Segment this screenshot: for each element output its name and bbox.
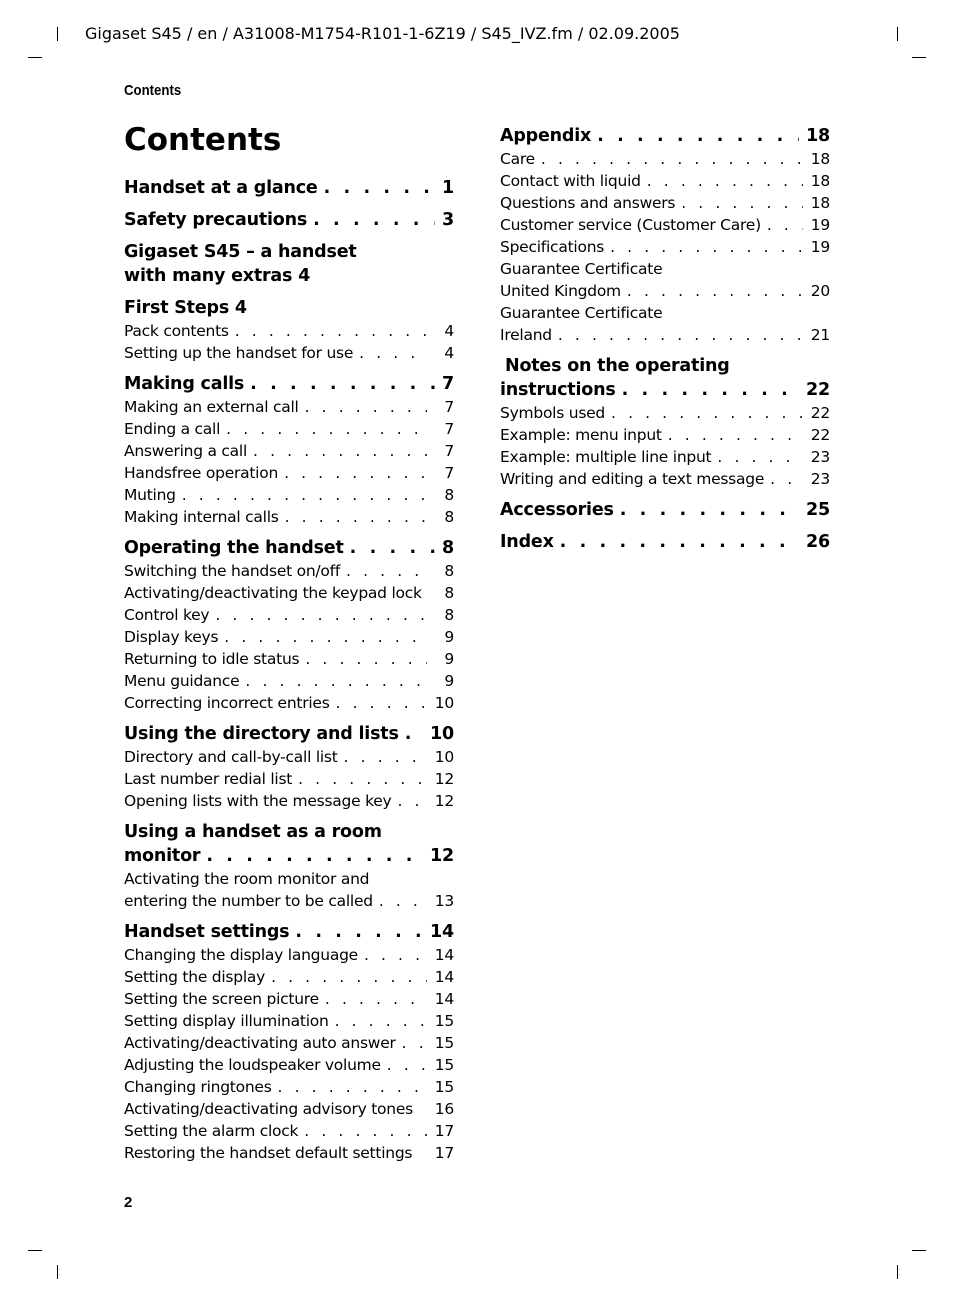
toc-heading[interactable]: Safety precautions . . . 3	[124, 208, 454, 232]
toc-entry[interactable]: Setting the screen picture . . . 14	[124, 988, 454, 1010]
toc-entry[interactable]: Changing the display language . . . 14	[124, 944, 454, 966]
toc-entry[interactable]: Muting . . . 8	[124, 484, 454, 506]
running-head: Contents	[124, 82, 182, 99]
toc-heading[interactable]: Accessories . . . 25	[500, 498, 830, 522]
toc-entry[interactable]: Opening lists with the message key . . . 12	[124, 790, 454, 812]
toc-entry[interactable]: Ending a call . . . 7	[124, 418, 454, 440]
toc-entry[interactable]: Activating/deactivating auto answer . . . 15	[124, 1032, 454, 1054]
toc-section-making-calls	[124, 372, 454, 528]
toc-entry[interactable]: Making internal calls . . . 8	[124, 506, 454, 528]
toc-section-appendix	[500, 124, 830, 346]
toc-entry[interactable]: Care . . . 18	[500, 148, 830, 170]
crop-mark	[912, 57, 926, 58]
crop-mark	[28, 1250, 42, 1251]
toc-entry[interactable]: Guarantee Certificate United Kingdom . . . 20	[500, 258, 830, 302]
toc-entry[interactable]: Correcting incorrect entries . . . 10	[124, 692, 454, 714]
crop-mark	[28, 57, 42, 58]
toc-entry[interactable]: Activating/deactivating the keypad lock 8	[124, 584, 454, 602]
toc-entry[interactable]: Symbols used . . . 22	[500, 402, 830, 424]
page-title: Contents	[124, 122, 282, 158]
toc-heading[interactable]: Handset at a glance . . . 1	[124, 176, 454, 200]
toc-entry[interactable]: Menu guidance . . . 9	[124, 670, 454, 692]
crop-mark	[912, 1250, 926, 1251]
toc-entry[interactable]: Switching the handset on/off . . . 8	[124, 560, 454, 582]
page-number: 2	[124, 1194, 133, 1211]
toc-entry[interactable]: Returning to idle status . . . 9	[124, 648, 454, 670]
toc-heading[interactable]: Appendix . . . 18	[500, 124, 830, 148]
toc-section-directory	[124, 722, 454, 812]
toc-entry[interactable]: Setting the display . . . 14	[124, 966, 454, 988]
toc-section-index	[500, 530, 830, 554]
toc-entry[interactable]: Writing and editing a text message . . . 23	[500, 468, 830, 490]
toc-section-glance	[124, 176, 454, 200]
toc-heading[interactable]: Gigaset S45 – a handset with many extras 4	[124, 242, 357, 286]
toc-entry[interactable]: Changing ringtones . . . 15	[124, 1076, 454, 1098]
toc-entry[interactable]: Customer service (Customer Care) . . . 19	[500, 214, 830, 236]
toc-entry[interactable]: Handsfree operation . . . 7	[124, 462, 454, 484]
toc-section-operating	[124, 536, 454, 714]
toc-entry[interactable]: Display keys . . . 9	[124, 626, 454, 648]
toc-heading[interactable]: Operating the handset . . . 8	[124, 536, 454, 560]
toc-heading[interactable]: Using a handset as a room monitor . . . 12	[124, 820, 454, 868]
toc-heading[interactable]: Using the directory and lists . . . 10	[124, 722, 454, 746]
toc-section-settings	[124, 920, 454, 1164]
toc-heading[interactable]: Handset settings . . . 14	[124, 920, 454, 944]
toc-heading[interactable]: Making calls . . . 7	[124, 372, 454, 396]
toc-section-notes	[500, 354, 830, 490]
toc-entry[interactable]: Pack contents . . . 4	[124, 320, 454, 342]
toc-entry[interactable]: Restoring the handset default settings 17	[124, 1144, 454, 1162]
file-header: Gigaset S45 / en / A31008-M1754-R101-1-6Z19 / S45_IVZ.fm / 02.09.2005	[85, 24, 680, 43]
crop-mark	[897, 27, 898, 41]
toc-entry[interactable]: Guarantee Certificate Ireland . . . 21	[500, 302, 830, 346]
toc-entry[interactable]: Contact with liquid . . . 18	[500, 170, 830, 192]
crop-mark	[57, 27, 58, 41]
toc-section-first-steps	[124, 296, 454, 364]
toc-entry[interactable]: Activating/deactivating advisory tones 16	[124, 1100, 454, 1118]
crop-mark	[57, 1265, 58, 1279]
toc-entry[interactable]: Setting the alarm clock . . . 17	[124, 1120, 454, 1142]
toc-right-column	[500, 124, 830, 562]
toc-section-accessories	[500, 498, 830, 522]
toc-entry[interactable]: Questions and answers . . . 18	[500, 192, 830, 214]
toc-section-extras	[124, 240, 454, 288]
toc-section-safety	[124, 208, 454, 232]
toc-entry[interactable]: Setting up the handset for use . . . 4	[124, 342, 454, 364]
toc-entry[interactable]: Adjusting the loudspeaker volume . . . 15	[124, 1054, 454, 1076]
toc-entry[interactable]: Example: multiple line input . . . 23	[500, 446, 830, 468]
toc-entry[interactable]: Setting display illumination . . . 15	[124, 1010, 454, 1032]
toc-entry[interactable]: Last number redial list . . . 12	[124, 768, 454, 790]
toc-heading[interactable]: First Steps 4	[124, 298, 247, 318]
toc-entry[interactable]: Making an external call . . . 7	[124, 396, 454, 418]
toc-entry[interactable]: Specifications . . . 19	[500, 236, 830, 258]
toc-entry[interactable]: Directory and call-by-call list . . . 10	[124, 746, 454, 768]
toc-left-column	[124, 176, 454, 1172]
toc-entry[interactable]: Control key . . . 8	[124, 604, 454, 626]
toc-heading[interactable]: Notes on the operating instructions . . . 22	[500, 354, 830, 402]
toc-section-room-monitor	[124, 820, 454, 912]
toc-entry[interactable]: Example: menu input . . . 22	[500, 424, 830, 446]
toc-heading[interactable]: Index . . . 26	[500, 530, 830, 554]
crop-mark	[897, 1265, 898, 1279]
toc-entry[interactable]: Answering a call . . . 7	[124, 440, 454, 462]
toc-entry[interactable]: Activating the room monitor and entering the number to be called . . . 13	[124, 868, 454, 912]
